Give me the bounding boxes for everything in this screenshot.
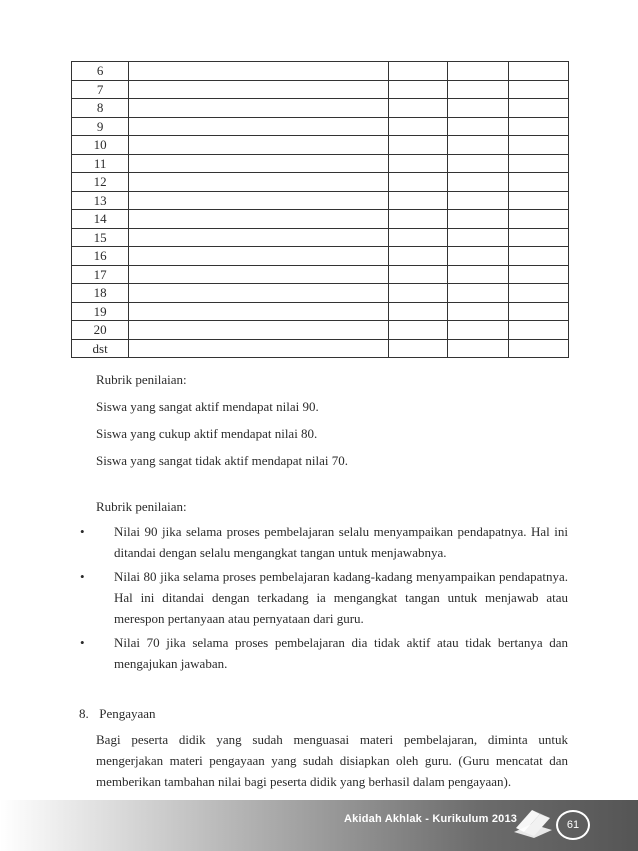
table-row [72,154,569,173]
row-number: 16 [72,247,129,266]
table-row [72,136,569,155]
table-cell [508,247,568,266]
table-cell [389,117,448,136]
table-cell [508,321,568,340]
table-cell [129,228,389,247]
section-heading [79,704,156,724]
row-number: 9 [72,117,129,136]
table-cell [389,302,448,321]
table-row [72,99,569,118]
table-cell [129,80,389,99]
row-number: 10 [72,136,129,155]
table-cell [129,210,389,229]
row-number: 7 [72,80,129,99]
table-cell [129,191,389,210]
table-cell [448,302,508,321]
table-cell [129,154,389,173]
rubric2-item [80,521,568,563]
row-number: 11 [72,154,129,173]
table-cell [448,80,508,99]
table-cell [389,80,448,99]
section-body: Bagi peserta didik yang sudah menguasai materi pembelajaran, diminta untuk mengerjakan materi pengayaan yang sudah disiapkan oleh guru. (Guru mencatat dan memberikan tambahan nilai bagi peserta didik yang berhasil dalam pengayaan). [96,732,568,789]
table-cell [448,136,508,155]
rubric2-item-text: Nilai 80 jika selama proses pembelajaran kadang-kadang menyampaikan pendapatnya. Hal ini ditandai dengan terkadang ia mengangkat tangan untuk menjawab atau merespon pertanyaan atau pernyataan dari guru. [114,569,568,626]
score-table-body [72,62,569,358]
table-cell [448,173,508,192]
table-cell [448,62,508,81]
footer-book-title: Akidah Akhlak - Kurikulum 2013 [344,813,518,825]
table-cell [508,210,568,229]
row-number: 12 [72,173,129,192]
table-cell [389,136,448,155]
table-cell [129,62,389,81]
table-cell [129,247,389,266]
table-row [72,173,569,192]
row-number: 18 [72,284,129,303]
row-number: 14 [72,210,129,229]
book-icon [510,804,556,840]
table-cell [389,321,448,340]
table-cell [508,154,568,173]
table-cell [448,117,508,136]
rubric2-item [80,632,568,674]
table-cell [448,284,508,303]
table-cell [129,99,389,118]
table-cell [448,247,508,266]
table-cell [508,80,568,99]
table-row [72,62,569,81]
table-row [72,228,569,247]
table-cell [508,302,568,321]
table-row [72,265,569,284]
table-cell [448,321,508,340]
row-number: 15 [72,228,129,247]
table-cell [129,321,389,340]
table-cell [508,117,568,136]
table-cell [129,173,389,192]
table-cell [389,62,448,81]
row-number: 19 [72,302,129,321]
table-cell [129,302,389,321]
table-cell [389,339,448,358]
bullet-icon: • [80,569,85,584]
table-cell [389,247,448,266]
table-cell [508,99,568,118]
table-cell [389,99,448,118]
rubric2-item-text: Nilai 70 jika selama proses pembelajaran dia tidak aktif atau tidak bertanya dan mengajukan jawaban. [114,635,568,671]
table-cell [448,191,508,210]
table-cell [508,173,568,192]
table-cell [448,339,508,358]
row-number: 17 [72,265,129,284]
section-title: Pengayaan [99,706,156,721]
score-table [71,61,569,358]
table-row [72,247,569,266]
bullet-icon: • [80,524,85,539]
table-cell [448,228,508,247]
rubric2-item [80,566,568,629]
rubric1-line: Siswa yang sangat tidak aktif mendapat nilai 70. [96,453,348,468]
section-number: 8. [79,706,89,721]
table-cell [508,62,568,81]
table-cell [389,210,448,229]
rubric2-title: Rubrik penilaian: [96,499,187,514]
table-row [72,117,569,136]
table-cell [508,284,568,303]
table-cell [389,228,448,247]
table-cell [448,265,508,284]
table-cell [129,136,389,155]
rubric1-line: Siswa yang sangat aktif mendapat nilai 90. [96,399,319,414]
table-cell [508,339,568,358]
table-cell [448,154,508,173]
table-cell [448,99,508,118]
table-cell [389,191,448,210]
table-cell [129,117,389,136]
table-row [72,302,569,321]
table-cell [508,265,568,284]
row-number: 13 [72,191,129,210]
table-cell [129,265,389,284]
table-cell [389,154,448,173]
table-cell [389,265,448,284]
bullet-icon: • [80,635,85,650]
row-number: 6 [72,62,129,81]
rubric2-item-text: Nilai 90 jika selama proses pembelajaran selalu menyampaikan pendapatnya. Hal ini ditandai dengan selalu mengangkat tangan untuk menjawabnya. [114,524,568,560]
table-row [72,210,569,229]
row-number: 8 [72,99,129,118]
table-row [72,80,569,99]
table-row [72,321,569,340]
table-cell [508,136,568,155]
table-cell [389,284,448,303]
table-cell [129,284,389,303]
table-cell [448,210,508,229]
page-number-badge: 61 [556,810,590,840]
row-number: dst [72,339,129,358]
rubric1-title: Rubrik penilaian: [96,372,187,387]
table-cell [508,228,568,247]
table-row [72,284,569,303]
row-number: 20 [72,321,129,340]
table-row [72,339,569,358]
table-cell [129,339,389,358]
table-cell [389,173,448,192]
rubric1-line: Siswa yang cukup aktif mendapat nilai 80. [96,426,318,441]
table-cell [508,191,568,210]
table-row [72,191,569,210]
